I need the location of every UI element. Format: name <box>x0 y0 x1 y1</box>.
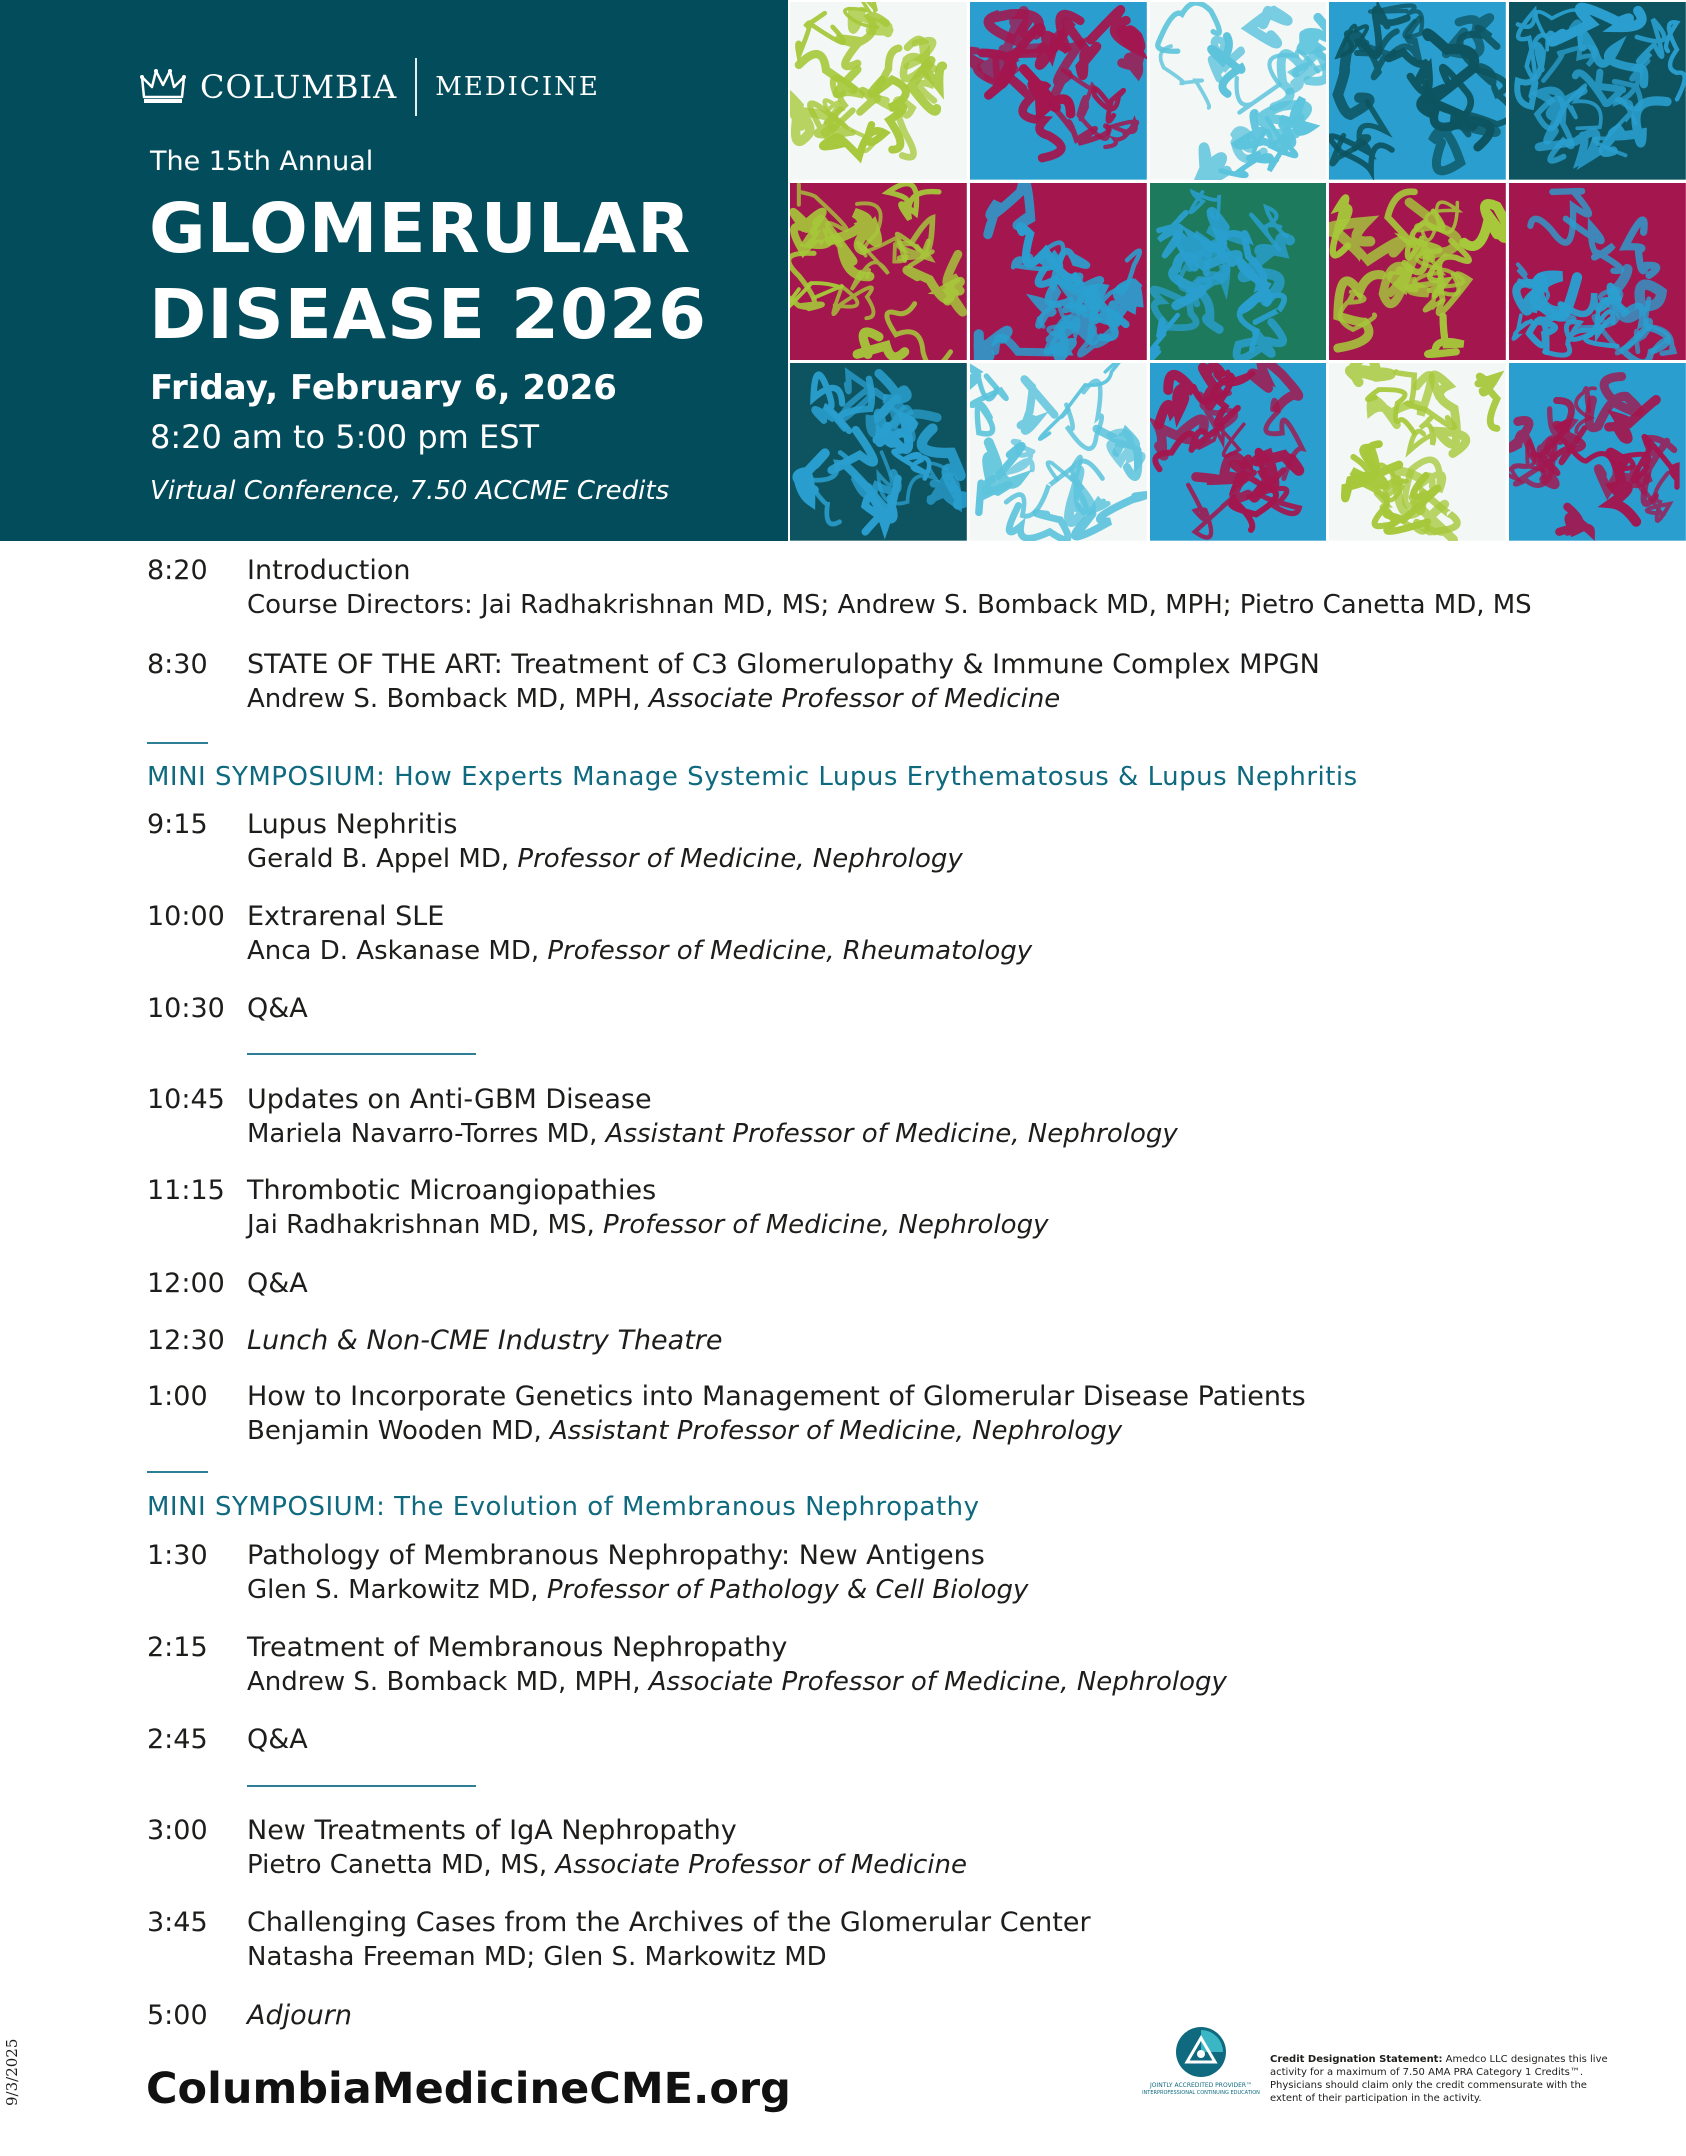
agenda-title: Adjourn <box>247 2000 352 2031</box>
header-title-panel <box>0 0 788 541</box>
agenda-title: Extrarenal SLE <box>247 901 445 932</box>
agenda-speaker <box>247 844 963 874</box>
mosaic-tile <box>1509 363 1686 541</box>
microscopy-mosaic <box>788 0 1686 541</box>
mosaic-tile <box>790 2 967 180</box>
agenda-time: 8:30 <box>147 649 208 680</box>
section-divider <box>147 742 208 744</box>
mosaic-tile <box>970 2 1147 180</box>
speaker-role: Associate Professor of Medicine <box>555 1850 967 1880</box>
brand-columbia: COLUMBIA <box>200 68 398 106</box>
speaker-name: Glen S. Markowitz MD, <box>247 1575 547 1605</box>
agenda-title: Lunch & Non-CME Industry Theatre <box>247 1325 723 1356</box>
mosaic-tile <box>1509 2 1686 180</box>
agenda-time: 1:00 <box>147 1381 208 1412</box>
agenda-time: 10:00 <box>147 901 225 932</box>
mosaic-tile <box>1329 363 1506 541</box>
agenda-title: Challenging Cases from the Archives of the Glomerular Center <box>247 1907 1091 1938</box>
credit-text: Amedco LLC designates this live activity for a maximum of 7.50 AMA PRA Category 1 Credits™. Physicians should claim only the credit commensurate with the extent of their participation in the activity. <box>1270 2054 1608 2104</box>
agenda-speaker <box>247 1416 1122 1446</box>
mosaic-tile <box>1509 183 1686 361</box>
mosaic-tile <box>1150 363 1327 541</box>
event-title-line1: GLOMERULAR <box>149 189 692 269</box>
speaker-name: Benjamin Wooden MD, <box>247 1416 550 1446</box>
speaker-role: Professor of Medicine, Rheumatology <box>547 936 1033 966</box>
mosaic-tile <box>1150 2 1327 180</box>
credit-statement <box>1270 2053 1610 2105</box>
speaker-name: Pietro Canetta MD, MS, <box>247 1850 556 1880</box>
agenda-time: 3:45 <box>147 1907 208 1938</box>
speaker-name: Mariela Navarro-Torres MD, <box>247 1119 606 1149</box>
section-divider <box>147 1471 208 1473</box>
speaker-name: Andrew S. Bomback MD, MPH, <box>247 684 649 714</box>
agenda-time: 8:20 <box>147 555 208 586</box>
agenda-title: Q&A <box>247 1724 308 1755</box>
brand-divider <box>415 58 417 116</box>
speaker-role: Professor of Medicine, Nephrology <box>603 1210 1049 1240</box>
mosaic-tile <box>1150 183 1327 361</box>
symposium-heading: MINI SYMPOSIUM: The Evolution of Membranous Nephropathy <box>147 1492 980 1522</box>
credit-label: Credit Designation Statement: <box>1270 2054 1443 2065</box>
agenda-speaker <box>247 1575 1028 1605</box>
agenda-speaker <box>247 1210 1048 1240</box>
break-divider <box>247 1785 476 1787</box>
event-title <box>149 186 707 358</box>
agenda-title: STATE OF THE ART: Treatment of C3 Glomerulopathy & Immune Complex MPGN <box>247 649 1320 680</box>
agenda-time: 12:00 <box>147 1268 225 1299</box>
agenda-time: 2:45 <box>147 1724 208 1755</box>
speaker-role: Associate Professor of Medicine <box>648 684 1061 714</box>
agenda-time: 12:30 <box>147 1325 225 1356</box>
speaker-role: Assistant Professor of Medicine, Nephrology <box>605 1119 1178 1149</box>
agenda-title: Q&A <box>247 993 308 1024</box>
columbia-medicine-logo <box>140 58 600 116</box>
crown-icon <box>140 67 186 107</box>
mosaic-tile <box>1329 183 1506 361</box>
speaker-role: Assistant Professor of Medicine, Nephrology <box>550 1416 1123 1446</box>
website-link[interactable]: ColumbiaMedicineCME.org <box>146 2064 791 2114</box>
agenda-time: 9:15 <box>147 809 208 840</box>
event-time: 8:20 am to 5:00 pm EST <box>150 418 540 456</box>
agenda-title: Introduction <box>247 555 411 586</box>
agenda-title: Q&A <box>247 1268 308 1299</box>
jointly-accredited-provider-badge <box>1140 2026 1262 2097</box>
speaker-role: Associate Professor of Medicine, Nephrology <box>648 1667 1227 1697</box>
agenda-title: How to Incorporate Genetics into Management of Glomerular Disease Patients <box>247 1381 1306 1412</box>
print-date: 9/3/2025 <box>3 2038 21 2106</box>
symposium-heading: MINI SYMPOSIUM: How Experts Manage Systemic Lupus Erythematosus & Lupus Nephritis <box>147 762 1358 792</box>
speaker-name: Anca D. Askanase MD, <box>247 936 548 966</box>
speaker-role: Professor of Medicine, Nephrology <box>517 844 963 874</box>
agenda-title: Treatment of Membranous Nephropathy <box>247 1632 788 1663</box>
mosaic-tile <box>1329 2 1506 180</box>
brand-medicine: MEDICINE <box>435 72 600 102</box>
agenda-speaker: Course Directors: Jai Radhakrishnan MD, MS; Andrew S. Bomback MD, MPH; Pietro Canetta MD, MS <box>247 590 1532 620</box>
break-divider <box>247 1053 476 1055</box>
agenda-speaker <box>247 1119 1178 1149</box>
agenda-speaker <box>247 1850 967 1880</box>
accreditation-logo-icon <box>1175 2026 1227 2078</box>
event-venue: Virtual Conference, 7.50 ACCME Credits <box>150 476 670 506</box>
agenda-time: 3:00 <box>147 1815 208 1846</box>
speaker-name: Jai Radhakrishnan MD, MS, <box>247 1210 604 1240</box>
agenda-title: Lupus Nephritis <box>247 809 458 840</box>
agenda-time: 5:00 <box>147 2000 208 2031</box>
agenda-speaker <box>247 936 1032 966</box>
accreditation-name: JOINTLY ACCREDITED PROVIDER™ <box>1149 2082 1253 2089</box>
agenda-time: 10:30 <box>147 993 225 1024</box>
agenda-time: 10:45 <box>147 1084 225 1115</box>
mosaic-tile <box>790 183 967 361</box>
mosaic-tile <box>970 183 1147 361</box>
speaker-name: Gerald B. Appel MD, <box>247 844 518 874</box>
agenda-title: New Treatments of IgA Nephropathy <box>247 1815 737 1846</box>
event-header <box>0 0 1686 541</box>
agenda-time: 1:30 <box>147 1540 208 1571</box>
speaker-role: Professor of Pathology & Cell Biology <box>546 1575 1029 1605</box>
agenda-time: 11:15 <box>147 1175 225 1206</box>
agenda-speaker <box>247 684 1060 714</box>
agenda-title: Thrombotic Microangiopathies <box>247 1175 657 1206</box>
event-title-line2: DISEASE 2026 <box>149 275 708 355</box>
agenda-title: Pathology of Membranous Nephropathy: New Antigens <box>247 1540 985 1571</box>
event-date: Friday, February 6, 2026 <box>150 368 617 408</box>
mosaic-tile <box>790 363 967 541</box>
agenda-time: 2:15 <box>147 1632 208 1663</box>
agenda-title: Updates on Anti-GBM Disease <box>247 1084 652 1115</box>
mosaic-tile <box>970 363 1147 541</box>
agenda-speaker: Natasha Freeman MD; Glen S. Markowitz MD <box>247 1942 827 1972</box>
accreditation-subtitle: INTERPROFESSIONAL CONTINUING EDUCATION <box>1142 2090 1260 2096</box>
agenda-speaker <box>247 1667 1227 1697</box>
edition-label: The 15th Annual <box>150 146 374 177</box>
speaker-name: Andrew S. Bomback MD, MPH, <box>247 1667 649 1697</box>
